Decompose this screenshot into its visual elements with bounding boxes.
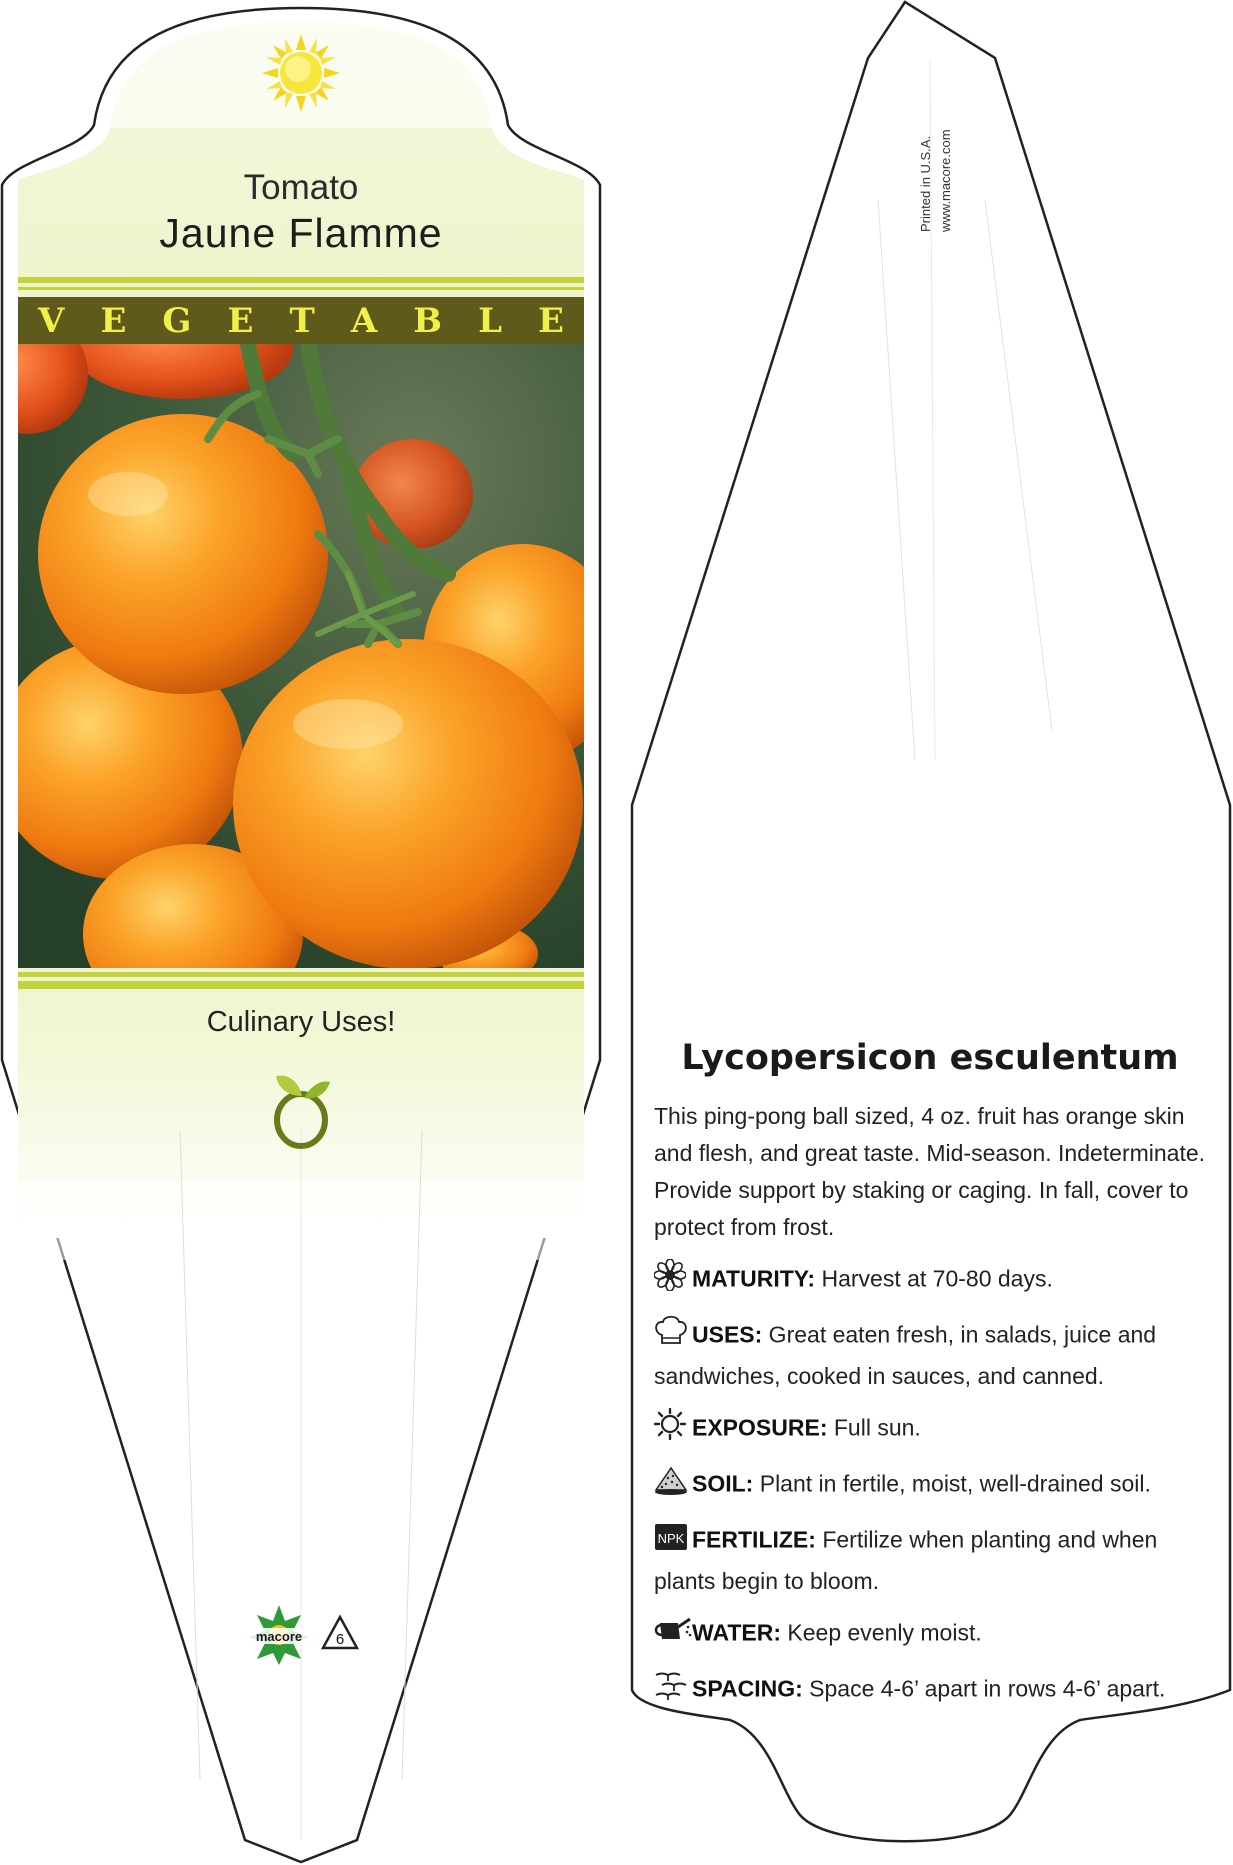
spacing-label: SPACING: bbox=[692, 1675, 803, 1702]
water-label: WATER: bbox=[692, 1619, 782, 1646]
category-letter: A bbox=[350, 300, 378, 341]
detail-water bbox=[654, 1613, 1224, 1656]
sun-icon bbox=[262, 34, 340, 112]
macore-logo bbox=[243, 1603, 315, 1665]
category-letter: E bbox=[100, 300, 127, 341]
botanical-name: Lycopersicon esculentum bbox=[681, 1038, 1179, 1078]
watering-can-icon bbox=[654, 1613, 692, 1645]
detail-uses bbox=[654, 1315, 1224, 1395]
category-letter: G bbox=[162, 300, 192, 341]
chef-hat-icon bbox=[654, 1315, 688, 1347]
leaf-logo-icon bbox=[268, 1070, 334, 1150]
category-letter: T bbox=[289, 300, 315, 341]
detail-maturity bbox=[654, 1259, 1224, 1302]
category-letter: L bbox=[478, 300, 502, 341]
tomato-photo bbox=[18, 344, 584, 968]
maturity-label: MATURITY: bbox=[692, 1265, 816, 1292]
category-letter: E bbox=[538, 300, 564, 341]
macore-logo-text: macore bbox=[255, 1629, 303, 1644]
plant-care-details bbox=[654, 1098, 1224, 1725]
sun-icon bbox=[654, 1408, 686, 1440]
printer-info bbox=[918, 92, 968, 242]
soil-icon bbox=[654, 1464, 688, 1496]
recycle-code: 6 bbox=[335, 1631, 345, 1648]
npk-icon bbox=[654, 1520, 688, 1552]
detail-spacing bbox=[654, 1669, 1224, 1712]
spacing-icon bbox=[654, 1669, 688, 1701]
category-letter: B bbox=[413, 300, 443, 341]
printed-in: Printed in U.S.A. bbox=[918, 135, 933, 232]
uses-label: USES: bbox=[692, 1321, 763, 1348]
category-letter: E bbox=[227, 300, 254, 341]
website: www.macore.com bbox=[938, 129, 953, 232]
spacing-text: Space 4-6’ apart in rows 4-6’ apart. bbox=[802, 1675, 1166, 1702]
category-bar bbox=[18, 297, 584, 344]
uses-text: Great eaten fresh, in salads, juice and sandwiches, cooked in sauces, and canned. bbox=[654, 1321, 1157, 1389]
plant-variety-name: Jaune Flamme bbox=[159, 210, 443, 256]
description: This ping-pong ball sized, 4 oz. fruit has orange skin and flesh, and great taste. Mid-season. Indeterminate. Provide support by staking or caging. In fall, cover to protect from frost. bbox=[654, 1103, 1206, 1240]
npk-text: NPK bbox=[657, 1531, 685, 1546]
recycle-icon bbox=[320, 1614, 360, 1652]
soil-label: SOIL: bbox=[692, 1470, 754, 1497]
fertilize-text: Fertilize when planting and when plants begin to bloom. bbox=[654, 1526, 1158, 1594]
plant-species-name: Tomato bbox=[243, 168, 359, 207]
soil-text: Plant in fertile, moist, well-drained soil. bbox=[753, 1470, 1151, 1497]
water-text: Keep evenly moist. bbox=[781, 1619, 982, 1646]
detail-soil bbox=[654, 1464, 1224, 1507]
tagline: Culinary Uses! bbox=[206, 1006, 396, 1038]
detail-exposure bbox=[654, 1408, 1224, 1451]
flower-icon bbox=[654, 1259, 686, 1291]
exposure-text: Full sun. bbox=[827, 1414, 921, 1441]
maturity-text: Harvest at 70-80 days. bbox=[815, 1265, 1053, 1292]
detail-fertilize bbox=[654, 1520, 1224, 1600]
fertilize-label: FERTILIZE: bbox=[692, 1526, 816, 1553]
exposure-label: EXPOSURE: bbox=[692, 1414, 828, 1441]
category-letter: V bbox=[38, 300, 65, 341]
